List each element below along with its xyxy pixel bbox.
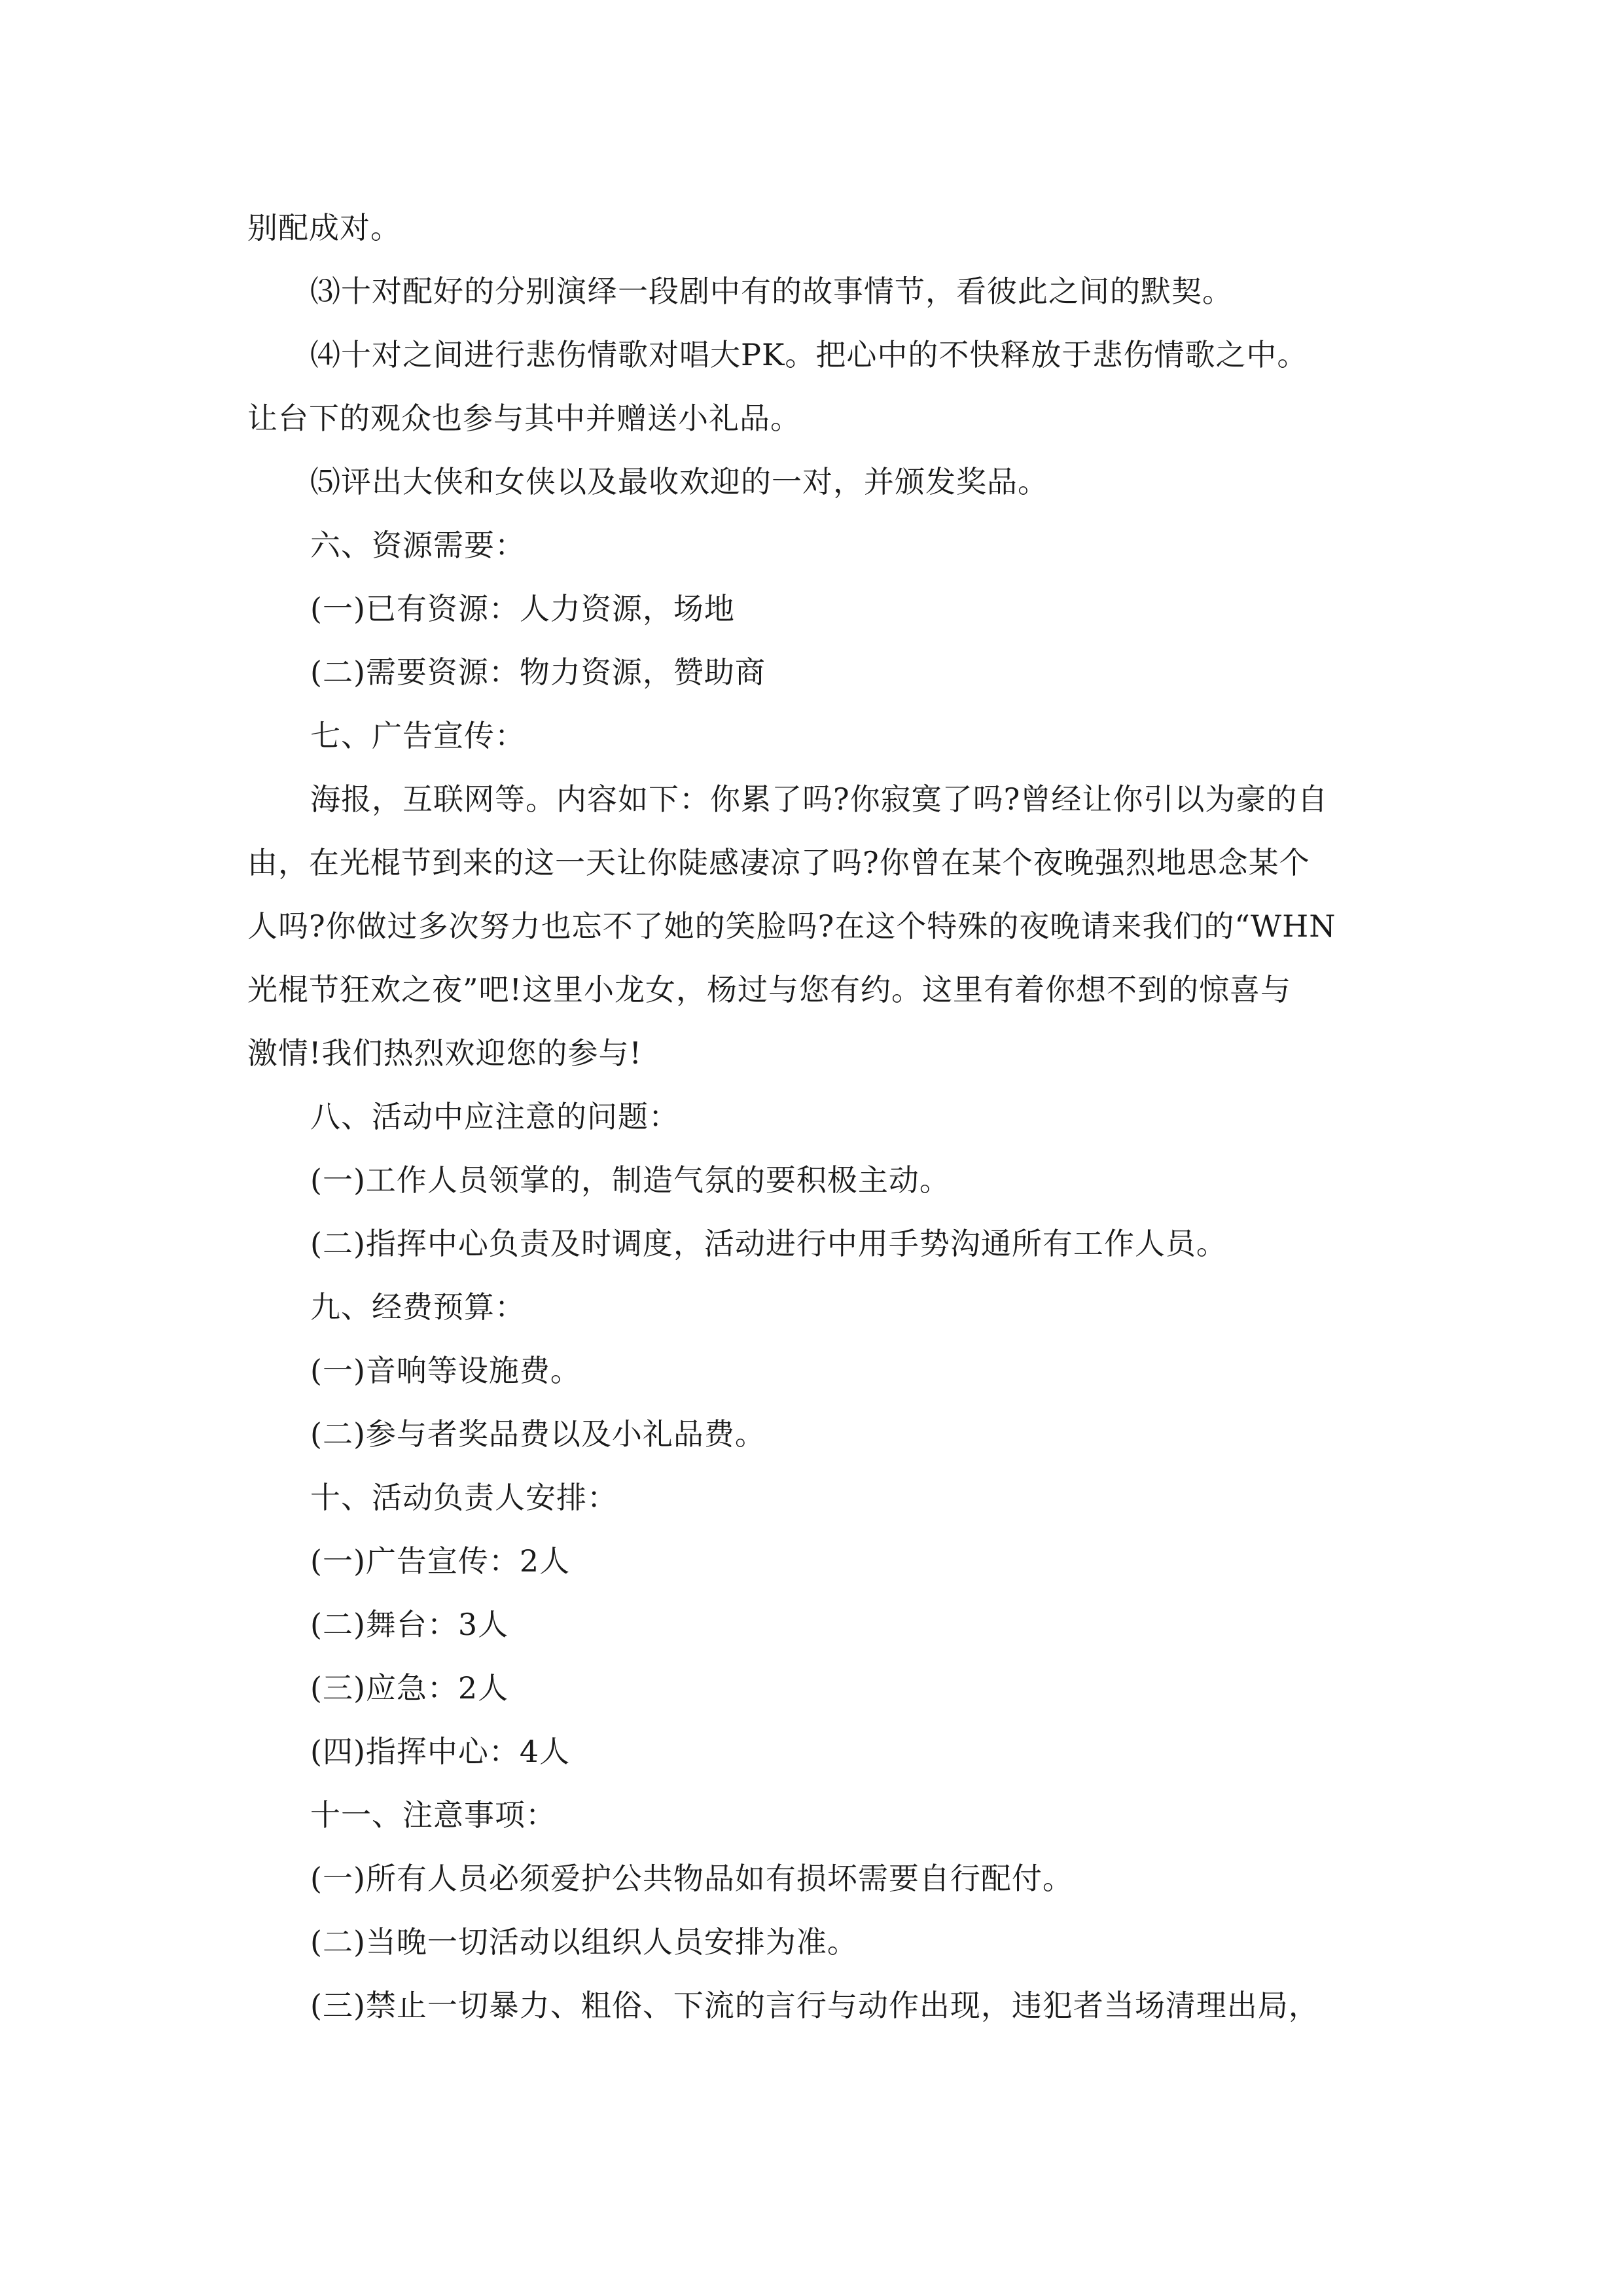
text-line: 让台下的观众也参与其中并赠送小礼品。 (247, 401, 801, 436)
text-line: ⑷十对之间进行悲伤情歌对唱大PK。把心中的不快释放于悲伤情歌之中。 (310, 337, 1308, 372)
text-line: (二)当晚一切活动以组织人员安排为准。 (310, 1924, 858, 1960)
text-line: (一)所有人员必须爱护公共物品如有损坏需要自行配付。 (310, 1861, 1073, 1896)
text-line: 别配成对。 (247, 210, 401, 245)
text-line: 十一、注意事项： (310, 1797, 556, 1833)
document-body (247, 196, 1399, 2037)
text-line: (三)应急：2人 (310, 1670, 509, 1706)
text-line: (二)参与者奖品费以及小礼品费。 (310, 1416, 766, 1452)
text-line: (三)禁止一切暴力、粗俗、下流的言行与动作出现，违犯者当场清理出局， (310, 1988, 1319, 2023)
text-line: ⑶十对配好的分别演绎一段剧中有的故事情节，看彼此之间的默契。 (310, 274, 1233, 309)
text-line: 九、经费预算： (310, 1289, 526, 1325)
text-line: (四)指挥中心：4人 (310, 1734, 571, 1769)
text-line: (一)音响等设施费。 (310, 1353, 581, 1388)
text-line: 七、广告宣传： (310, 718, 526, 753)
text-line: 人吗?你做过多次努力也忘不了她的笑脸吗?在这个特殊的夜晚请来我们的“WHN (247, 908, 1336, 944)
text-line: 八、活动中应注意的问题： (310, 1099, 679, 1134)
text-line: 六、资源需要： (310, 528, 526, 563)
text-line: 由，在光棍节到来的这一天让你陡感凄凉了吗?你曾在某个夜晚强烈地思念某个 (247, 845, 1310, 880)
text-line: (一)已有资源：人力资源，场地 (310, 591, 735, 626)
text-line: (二)舞台：3人 (310, 1607, 509, 1642)
text-line: (一)广告宣传：2人 (310, 1543, 571, 1579)
text-line: ⑸评出大侠和女侠以及最收欢迎的一对，并颁发奖品。 (310, 464, 1048, 499)
text-line: 激情!我们热烈欢迎您的参与! (247, 1035, 642, 1071)
text-line: 光棍节狂欢之夜”吧!这里小龙女，杨过与您有约。这里有着你想不到的惊喜与 (247, 972, 1292, 1007)
text-line: (二)需要资源：物力资源，赞助商 (310, 655, 766, 690)
text-line: 十、活动负责人安排： (310, 1480, 618, 1515)
text-line: (一)工作人员领掌的，制造气氛的要积极主动。 (310, 1162, 950, 1198)
text-line: (二)指挥中心负责及时调度，活动进行中用手势沟通所有工作人员。 (310, 1226, 1227, 1261)
text-line: 海报，互联网等。内容如下：你累了吗?你寂寞了吗?曾经让你引以为豪的自 (310, 781, 1329, 817)
